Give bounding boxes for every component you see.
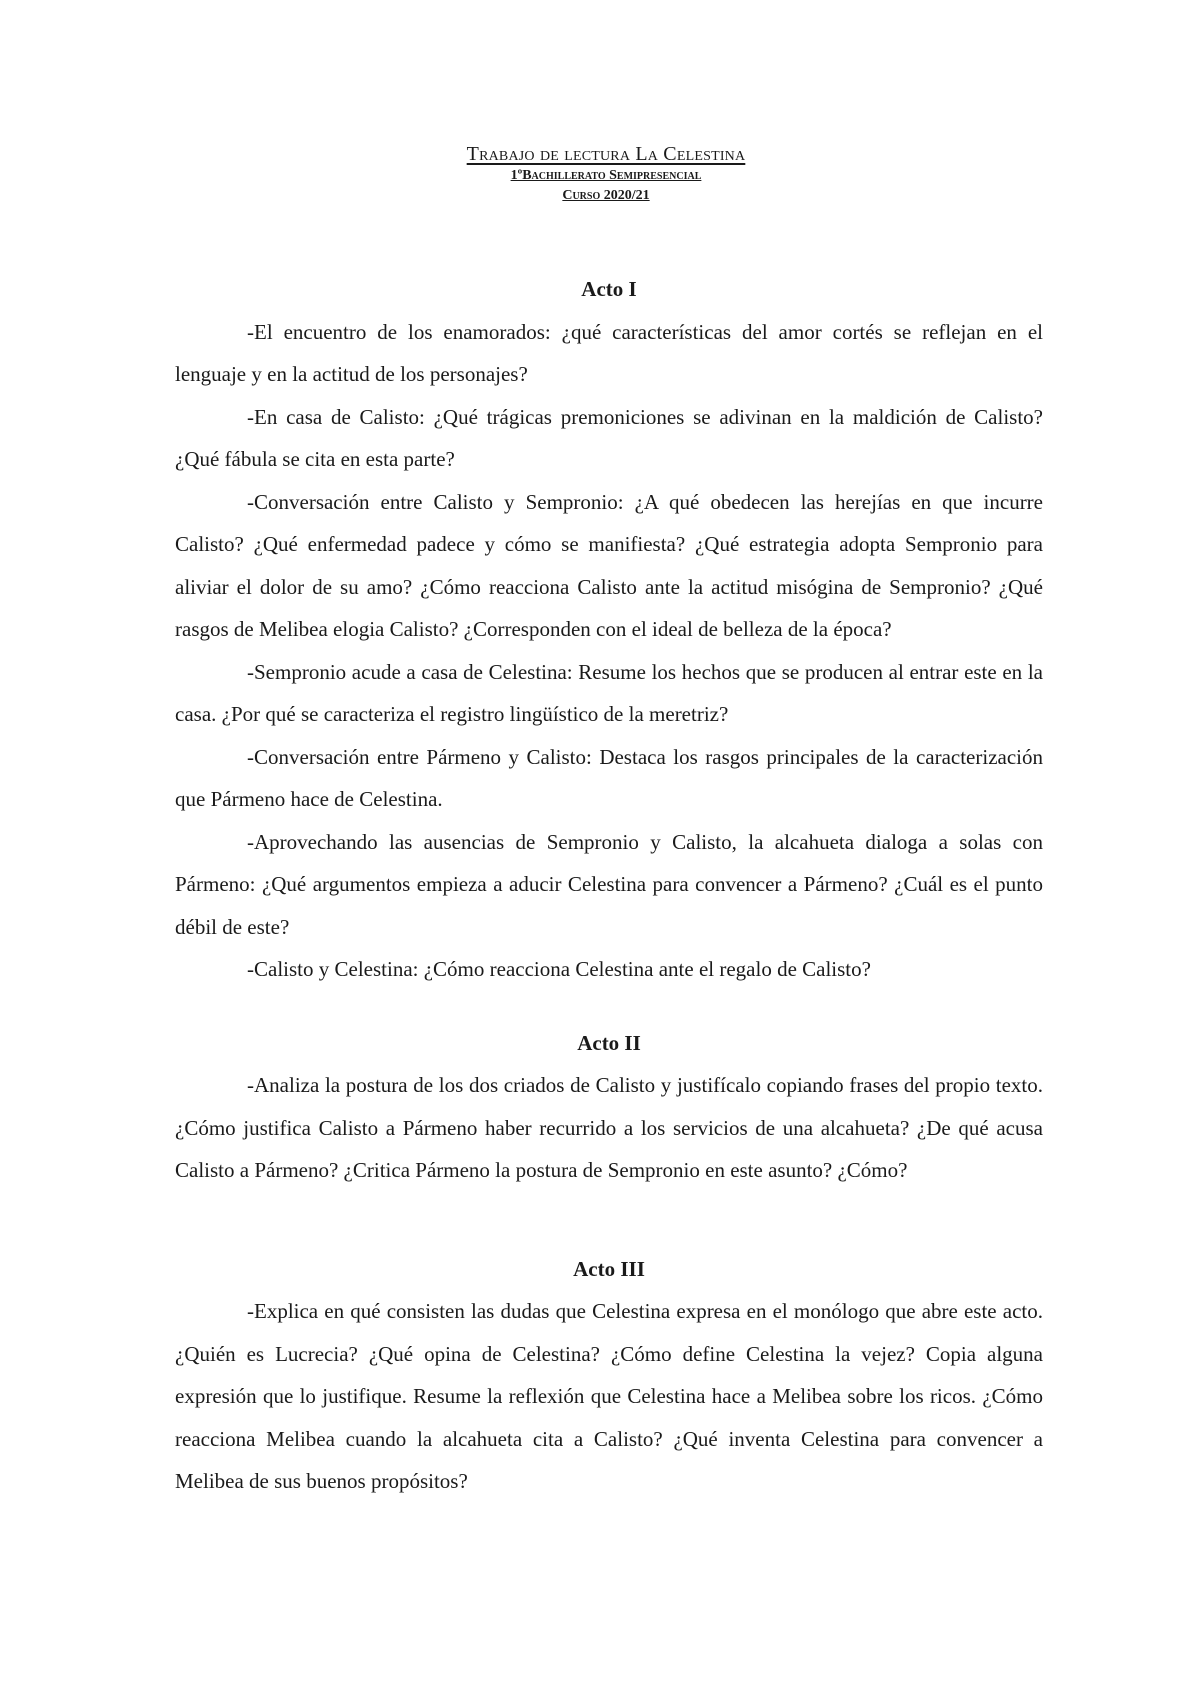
act-2-paragraph: -Analiza la postura de los dos criados de Calisto y justifícalo copiando frases del propio texto. ¿Cómo justifica Calisto a Pármeno haber recurrido a los servicios de una alcahueta? ¿De qué acusa Calisto a Pármeno? ¿Critica Pármeno la postura de Sempronio en este asunto? ¿Cómo? <box>175 1073 1043 1182</box>
document-header <box>0 142 1200 206</box>
act-2-section <box>175 1022 1043 1192</box>
act-1-paragraph: -Calisto y Celestina: ¿Cómo reacciona Celestina ante el regalo de Calisto? <box>247 957 871 981</box>
act-1-paragraph: -En casa de Calisto: ¿Qué trágicas premoniciones se adivinan en la maldición de Calisto? ¿Qué fábula se cita en esta parte? <box>175 404 1043 471</box>
act-2-title: Acto II <box>577 1030 641 1055</box>
document-course: Curso 2020/21 <box>562 188 650 203</box>
document-body <box>175 268 1043 1503</box>
act-3-paragraph: -Explica en qué consisten las dudas que Celestina expresa en el monólogo que abre este acto. ¿Quién es Lucrecia? ¿Qué opina de Celestina? ¿Cómo define Celestina la vejez? Copia alguna expresión que lo justifique. Resume la reflexión que Celestina hace a Melibea sobre los ricos. ¿Cómo reacciona Melibea cuando la alcahueta cita a Calisto? ¿Qué inventa Celestina para convencer a Melibea de sus buenos propósitos? <box>175 1299 1043 1493</box>
section-spacer <box>175 991 1043 1022</box>
act-1-paragraph: -Conversación entre Calisto y Sempronio: ¿A qué obedecen las herejías en que incurre Calisto? ¿Qué enfermedad padece y cómo se manifiesta? ¿Qué estrategia adopta Sempronio para aliviar el dolor de su amo? ¿Cómo reacciona Calisto ante la actitud misógina de Sempronio? ¿Qué rasgos de Melibea elogia Calisto? ¿Corresponden con el ideal de belleza de la época? <box>175 489 1043 641</box>
section-spacer <box>175 1192 1043 1248</box>
act-1-section <box>175 268 1043 991</box>
act-1-paragraph: -Aprovechando las ausencias de Sempronio y Calisto, la alcahueta dialoga a solas con Pármeno: ¿Qué argumentos empieza a aducir Celestina para convencer a Pármeno? ¿Cuál es el punto débil de este? <box>175 829 1043 939</box>
act-1-title: Acto I <box>581 277 637 301</box>
act-1-paragraph: -El encuentro de los enamorados: ¿qué características del amor cortés se reflejan en el lenguaje y en la actitud de los personajes? <box>175 319 1043 386</box>
document-subtitle: 1ºBachillerato Semipresencial <box>510 168 702 183</box>
act-1-paragraph: -Conversación entre Pármeno y Calisto: Destaca los rasgos principales de la caracterización que Pármeno hace de Celestina. <box>175 744 1043 811</box>
act-1-paragraph: -Sempronio acude a casa de Celestina: Resume los hechos que se producen al entrar este en la casa. ¿Por qué se caracteriza el registro lingüístico de la meretriz? <box>175 659 1043 726</box>
act-3-title: Acto III <box>573 1256 645 1281</box>
document-title: Trabajo de lectura La Celestina <box>466 143 746 165</box>
act-3-section <box>175 1248 1043 1503</box>
